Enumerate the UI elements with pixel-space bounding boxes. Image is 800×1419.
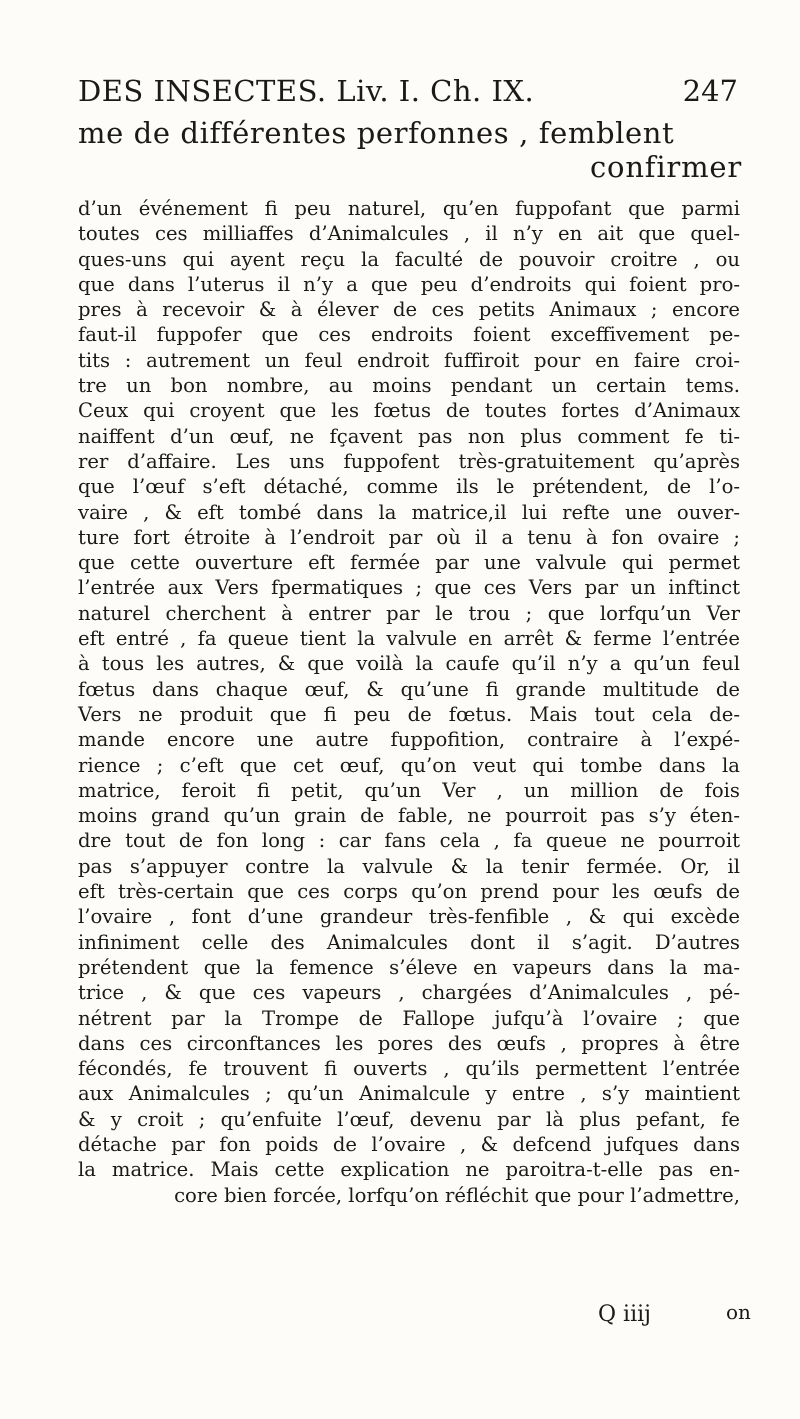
text-line: pres à recevoir & à élever de ces petits Animaux ; encore (78, 298, 740, 322)
opening-line: me de différentes perfonnes , femblent (78, 116, 675, 150)
text-line: prétendent que la femence s’éleve en vapeurs dans la ma- (78, 955, 740, 979)
body-text (78, 196, 740, 1208)
text-line: fœtus dans chaque œuf, & qu’une fi grande multitude de (78, 677, 740, 701)
text-line: Ceux qui croyent que les fœtus de toutes fortes d’Animaux (78, 399, 740, 423)
signature-mark: Q iiij (598, 1302, 651, 1327)
text-line: toutes ces milliaffes d’Animalcules , il n’y en ait que quel- (78, 222, 740, 246)
page-number: 247 (682, 74, 738, 108)
text-line: naiffent d’un œuf, ne fçavent pas non plus comment fe ti- (78, 424, 740, 448)
text-line: dans ces circonftances les pores des œufs , propres à être (78, 1031, 740, 1055)
text-line: infiniment celle des Animalcules dont il s’agit. D’autres (78, 930, 740, 954)
text-line: & y croit ; qu’enfuite l’œuf, devenu par là plus pefant, fe (78, 1107, 740, 1131)
text-line: que cette ouverture eft fermée par une valvule qui permet (78, 551, 740, 575)
text-line: tre un bon nombre, au moins pendant un certain tems. (78, 374, 740, 398)
text-line: rer d’affaire. Les uns fuppofent très-gratuitement qu’après (78, 449, 740, 473)
text-line: faut-il fuppofer que ces endroits foient exceffivement pe- (78, 323, 740, 347)
text-line: vaire , & eft tombé dans la matrice,il lui refte une ouver- (78, 500, 740, 524)
text-line: que dans l’uterus il n’y a que peu d’endroits qui foient pro- (78, 272, 740, 296)
text-line: dre tout de fon long : car fans cela , fa queue ne pourroit (78, 829, 740, 853)
text-line: ture fort étroite à l’endroit par où il a tenu à fon ovaire ; (78, 525, 740, 549)
text-line: matrice, feroit fi petit, qu’un Ver , un million de fois (78, 778, 740, 802)
text-line: core bien forcée, lorfqu’on réfléchit que pour l’admettre, (174, 1183, 740, 1207)
text-line: à tous les autres, & que voilà la caufe qu’il n’y a qu’un feul (78, 652, 740, 676)
text-line: la matrice. Mais cette explication ne paroitra-t-elle pas en- (78, 1158, 740, 1182)
text-line: naturel cherchent à entrer par le trou ; que lorfqu’un Ver (78, 601, 740, 625)
text-line: tits : autrement un feul endroit fuffiroit pour en faire croi- (78, 348, 740, 372)
footer-catchword: on (726, 1300, 751, 1324)
running-head (78, 72, 738, 112)
text-line: d’un événement fi peu naturel, qu’en fuppofant que parmi (78, 197, 740, 220)
text-line: détache par fon poids de l’ovaire , & defcend jufques dans (78, 1132, 740, 1156)
text-line: nétrent par la Trompe de Fallope jufqu’à l’ovaire ; que (78, 1006, 740, 1030)
text-line: ques-uns qui ayent reçu la faculté de pouvoir croitre , ou (78, 247, 740, 271)
text-line: mande encore une autre fuppofition, contraire à l’expé- (78, 728, 740, 752)
text-line: pas s’appuyer contre la valvule & la tenir fermée. Or, il (78, 854, 740, 878)
text-line: que l’œuf s’eft détaché, comme ils le prétendent, de l’o- (78, 475, 740, 499)
text-line: l’ovaire , font d’une grandeur très-fenfible , & qui excède (78, 905, 740, 929)
text-line: Vers ne produit que fi peu de fœtus. Mais tout cela de- (78, 702, 740, 726)
opening-catchword: confirmer (590, 150, 742, 184)
text-line: l’entrée aux Vers fpermatiques ; que ces Vers par un inftinct (78, 576, 740, 600)
text-line: fécondés, fe trouvent fi ouverts , qu’ils permettent l’entrée (78, 1057, 740, 1081)
text-line: eft très-certain que ces corps qu’on prend pour les œufs de (78, 880, 740, 904)
text-line: rience ; c’eft que cet œuf, qu’on veut qui tombe dans la (78, 753, 740, 777)
running-title: DES INSECTES. Liv. I. Ch. IX. (78, 74, 535, 108)
text-line: trice , & que ces vapeurs , chargées d’Animalcules , pé- (78, 981, 740, 1005)
text-line: aux Animalcules ; qu’un Animalcule y entre , s’y maintient (78, 1082, 740, 1106)
text-line: eft entré , fa queue tient la valvule en arrêt & ferme l’entrée (78, 627, 740, 651)
text-line: moins grand qu’un grain de fable, ne pourroit pas s’y éten- (78, 804, 740, 828)
